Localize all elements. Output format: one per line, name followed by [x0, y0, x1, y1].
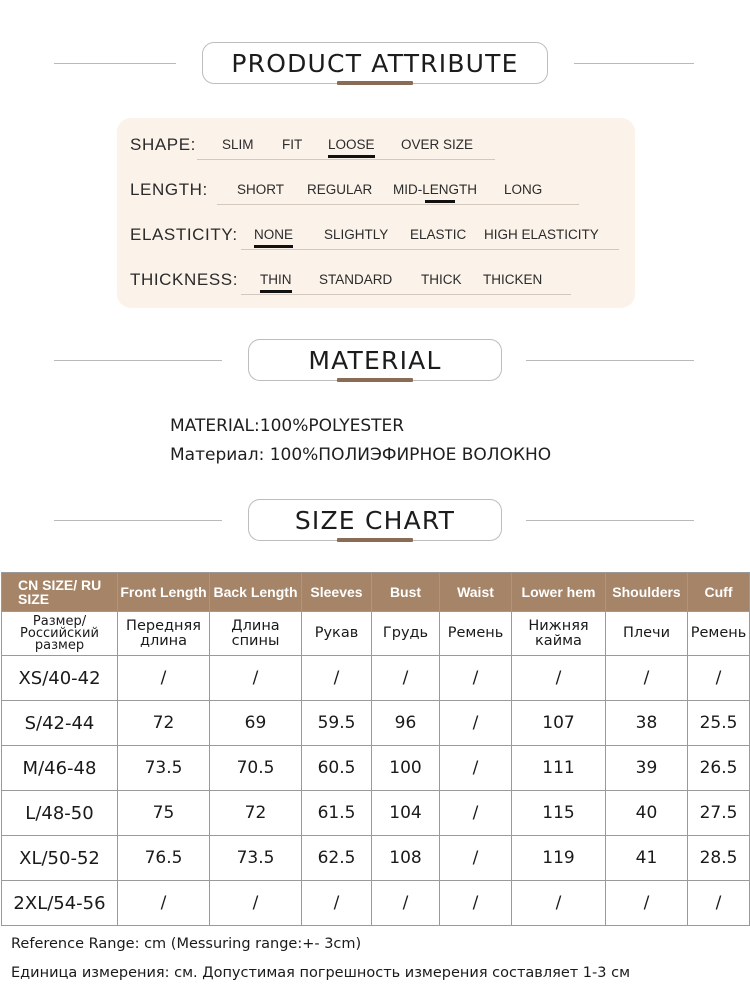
attr-label: ELASTICITY:: [130, 225, 238, 244]
selected-marker: [425, 200, 455, 203]
table-cell: 75: [118, 791, 210, 836]
table-header-ru-row: [2, 612, 750, 656]
size-label-cell: XS/40-42: [2, 656, 118, 701]
table-cell: /: [118, 656, 210, 701]
size-table: [1, 572, 750, 926]
attr-underline: [197, 159, 495, 160]
section-title-pill: [248, 499, 502, 541]
table-row: [2, 836, 750, 881]
attr-option: THICK: [421, 272, 462, 287]
table-cell: /: [512, 881, 606, 926]
table-cell: 25.5: [688, 701, 750, 746]
reference-note-ru: Единица измерения: см. Допустимая погрешность измерения составляет 1-3 см: [11, 965, 631, 981]
table-cell: /: [688, 656, 750, 701]
table-cell: /: [440, 881, 512, 926]
attr-option: THICKEN: [483, 272, 543, 287]
section-title: MATERIAL: [308, 345, 442, 375]
table-cell: 100: [372, 746, 440, 791]
attr-option-selected: LOOSE: [328, 137, 375, 152]
attr-option-label: MID-LENGTH: [393, 182, 477, 197]
material-ru: Материал: 100%ПОЛИЭФИРНОЕ ВОЛОКНО: [170, 445, 552, 465]
header-cell: CN SIZE/ RU SIZE: [2, 573, 118, 612]
attr-option-selected: NONE: [254, 227, 294, 242]
table-cell: 59.5: [302, 701, 372, 746]
table-cell: 39: [606, 746, 688, 791]
size-label-cell: L/48-50: [2, 791, 118, 836]
header-cell: Lower hem: [512, 573, 606, 612]
table-cell: 115: [512, 791, 606, 836]
table-cell: /: [440, 701, 512, 746]
table-cell: /: [372, 881, 440, 926]
size-label-cell: M/46-48: [2, 746, 118, 791]
attr-option: SLIM: [222, 137, 254, 152]
attr-option: LONG: [504, 182, 543, 197]
table-cell: 96: [372, 701, 440, 746]
table-cell: /: [210, 656, 302, 701]
section-header-attribute: [0, 42, 750, 84]
table-cell: /: [302, 656, 372, 701]
accent-bar: [337, 81, 413, 85]
table-cell: /: [372, 656, 440, 701]
attr-underline: [217, 204, 579, 205]
attr-label: SHAPE:: [130, 135, 196, 154]
divider-left: [54, 63, 176, 64]
table-cell: 111: [512, 746, 606, 791]
section-title: SIZE CHART: [294, 505, 456, 535]
divider-left: [54, 520, 222, 521]
header-ru-cell: Ремень: [440, 612, 512, 656]
table-cell: /: [440, 836, 512, 881]
table-cell: /: [302, 881, 372, 926]
attr-underline: [241, 294, 571, 295]
header-cell: Back Length: [210, 573, 302, 612]
size-label-cell: S/42-44: [2, 701, 118, 746]
table-cell: 72: [118, 701, 210, 746]
header-ru-cell: Рукав: [302, 612, 372, 656]
table-cell: /: [606, 881, 688, 926]
accent-bar: [337, 378, 413, 382]
attr-option-selected: [393, 182, 477, 197]
table-cell: 28.5: [688, 836, 750, 881]
attr-label: THICKNESS:: [130, 270, 239, 289]
attr-option: SLIGHTLY: [324, 227, 389, 242]
header-ru-cell: Грудь: [372, 612, 440, 656]
table-cell: 62.5: [302, 836, 372, 881]
header-ru-cell: Нижняя кайма: [512, 612, 606, 656]
attr-option-selected: THIN: [260, 272, 292, 287]
table-cell: 73.5: [210, 836, 302, 881]
table-cell: 40: [606, 791, 688, 836]
table-cell: /: [512, 656, 606, 701]
table-header-row: [2, 573, 750, 612]
divider-left: [54, 360, 222, 361]
header-ru-cell: Размер/ Российский размер: [2, 612, 118, 656]
table-row: [2, 701, 750, 746]
header-cell: Cuff: [688, 573, 750, 612]
section-title-pill: [248, 339, 502, 381]
header-ru-cell: Ремень: [688, 612, 750, 656]
attr-row-elasticity: [117, 213, 635, 253]
table-cell: /: [688, 881, 750, 926]
table-cell: /: [118, 881, 210, 926]
attr-label: LENGTH:: [130, 180, 208, 199]
table-cell: /: [210, 881, 302, 926]
table-cell: 61.5: [302, 791, 372, 836]
attr-option: STANDARD: [319, 272, 393, 287]
table-cell: /: [440, 746, 512, 791]
header-cell: Shoulders: [606, 573, 688, 612]
table-cell: /: [440, 791, 512, 836]
table-cell: 76.5: [118, 836, 210, 881]
attr-option: OVER SIZE: [401, 137, 474, 152]
table-cell: 38: [606, 701, 688, 746]
section-title: PRODUCT ATTRIBUTE: [231, 48, 519, 78]
divider-right: [526, 360, 694, 361]
attr-underline: [241, 249, 619, 250]
attr-row-shape: [117, 123, 635, 163]
header-cell: Waist: [440, 573, 512, 612]
header-ru-cell: Передняя длина: [118, 612, 210, 656]
table-cell: 69: [210, 701, 302, 746]
table-cell: 73.5: [118, 746, 210, 791]
table-cell: 72: [210, 791, 302, 836]
table-cell: 70.5: [210, 746, 302, 791]
table-row: [2, 746, 750, 791]
table-row: [2, 881, 750, 926]
attr-row-thickness: [117, 258, 635, 298]
table-cell: 119: [512, 836, 606, 881]
section-title-pill: [202, 42, 548, 84]
table-cell: /: [606, 656, 688, 701]
attr-option: SHORT: [237, 182, 285, 197]
table-cell: 107: [512, 701, 606, 746]
reference-note-en: Reference Range: cm (Messuring range:+- 3cm): [11, 936, 362, 952]
material-en: MATERIAL:100%POLYESTER: [170, 416, 405, 436]
table-cell: 27.5: [688, 791, 750, 836]
header-cell: Front Length: [118, 573, 210, 612]
attr-option: REGULAR: [307, 182, 373, 197]
table-row: [2, 791, 750, 836]
table-cell: 104: [372, 791, 440, 836]
size-label-cell: 2XL/54-56: [2, 881, 118, 926]
section-header-size-chart: [0, 499, 750, 541]
table-cell: 108: [372, 836, 440, 881]
attribute-panel: [117, 118, 635, 308]
header-cell: Sleeves: [302, 573, 372, 612]
attr-option: HIGH ELASTICITY: [484, 227, 599, 242]
attr-row-length: [117, 168, 635, 208]
table-row: [2, 656, 750, 701]
attr-option: FIT: [282, 137, 303, 152]
table-cell: 60.5: [302, 746, 372, 791]
section-header-material: [0, 339, 750, 381]
divider-right: [574, 63, 694, 64]
size-label-cell: XL/50-52: [2, 836, 118, 881]
table-cell: 41: [606, 836, 688, 881]
header-ru-cell: Длина спины: [210, 612, 302, 656]
header-ru-cell: Плечи: [606, 612, 688, 656]
attr-option: ELASTIC: [410, 227, 467, 242]
table-cell: /: [440, 656, 512, 701]
accent-bar: [337, 538, 413, 542]
header-cell: Bust: [372, 573, 440, 612]
divider-right: [526, 520, 694, 521]
table-cell: 26.5: [688, 746, 750, 791]
